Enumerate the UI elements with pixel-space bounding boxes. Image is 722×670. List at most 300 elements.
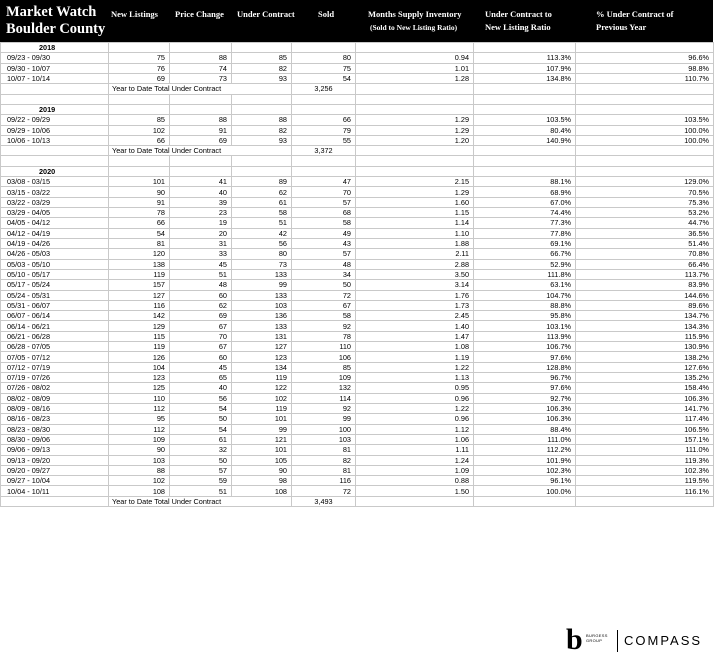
under-contract-cell: 98 <box>232 476 292 486</box>
msi-cell: 0.96 <box>356 414 474 424</box>
compass-logo: COMPASS <box>624 633 703 648</box>
week-cell: 03/29 - 04/05 <box>1 208 109 218</box>
sold-cell: 57 <box>292 249 356 259</box>
title-line-2: Boulder County <box>6 21 106 37</box>
msi-cell: 1.13 <box>356 373 474 383</box>
under-contract-cell: 73 <box>232 259 292 269</box>
table-row <box>1 208 714 218</box>
sold-cell: 116 <box>292 476 356 486</box>
empty-cell <box>1 496 109 506</box>
table-row <box>1 424 714 434</box>
new-listings-cell: 138 <box>109 259 170 269</box>
empty-cell <box>232 94 292 104</box>
msi-cell: 1.29 <box>356 125 474 135</box>
logo-divider <box>617 630 618 652</box>
new-listings-cell: 112 <box>109 403 170 413</box>
msi-cell: 1.09 <box>356 465 474 475</box>
uc-ratio-cell: 103.5% <box>474 115 576 125</box>
pct-uc-cell: 53.2% <box>576 208 714 218</box>
pct-uc-cell: 158.4% <box>576 383 714 393</box>
year-label: 2019 <box>1 104 109 114</box>
ytd-row <box>1 146 714 156</box>
uc-ratio-cell: 113.9% <box>474 331 576 341</box>
header-msi <box>368 8 462 34</box>
table-row <box>1 280 714 290</box>
price-change-cell: 39 <box>170 197 232 207</box>
uc-ratio-cell: 80.4% <box>474 125 576 135</box>
price-change-cell: 40 <box>170 187 232 197</box>
year-label: 2018 <box>1 43 109 53</box>
empty-cell <box>474 94 576 104</box>
sold-cell: 99 <box>292 414 356 424</box>
sold-cell: 70 <box>292 187 356 197</box>
uc-ratio-cell: 128.8% <box>474 362 576 372</box>
ytd-row <box>1 496 714 506</box>
price-change-cell: 48 <box>170 280 232 290</box>
price-change-cell: 57 <box>170 465 232 475</box>
uc-ratio-cell: 67.0% <box>474 197 576 207</box>
week-cell: 08/30 - 09/06 <box>1 434 109 444</box>
uc-ratio-cell: 102.3% <box>474 465 576 475</box>
week-cell: 09/27 - 10/04 <box>1 476 109 486</box>
new-listings-cell: 125 <box>109 383 170 393</box>
msi-cell: 1.47 <box>356 331 474 341</box>
sold-cell: 58 <box>292 218 356 228</box>
sold-cell: 114 <box>292 393 356 403</box>
new-listings-cell: 91 <box>109 197 170 207</box>
new-listings-cell: 110 <box>109 393 170 403</box>
week-cell: 05/17 - 05/24 <box>1 280 109 290</box>
empty-cell <box>576 43 714 53</box>
uc-ratio-cell: 134.8% <box>474 73 576 83</box>
week-cell: 07/19 - 07/26 <box>1 373 109 383</box>
uc-ratio-cell: 74.4% <box>474 208 576 218</box>
msi-cell: 1.28 <box>356 73 474 83</box>
price-change-cell: 54 <box>170 403 232 413</box>
price-change-cell: 32 <box>170 445 232 455</box>
pct-uc-cell: 106.3% <box>576 393 714 403</box>
new-listings-cell: 85 <box>109 115 170 125</box>
table-row <box>1 476 714 486</box>
sold-cell: 100 <box>292 424 356 434</box>
table-row <box>1 300 714 310</box>
price-change-cell: 31 <box>170 238 232 248</box>
burgess-line-2: GROUP <box>586 637 603 643</box>
empty-cell <box>170 156 232 166</box>
new-listings-cell: 109 <box>109 434 170 444</box>
uc-ratio-cell: 111.8% <box>474 269 576 279</box>
new-listings-cell: 157 <box>109 280 170 290</box>
new-listings-cell: 123 <box>109 373 170 383</box>
header-price-change: Price Change <box>175 9 224 19</box>
msi-cell: 1.19 <box>356 352 474 362</box>
week-cell: 08/23 - 08/30 <box>1 424 109 434</box>
pct-uc-cell: 96.6% <box>576 53 714 63</box>
msi-cell: 3.14 <box>356 280 474 290</box>
price-change-cell: 88 <box>170 115 232 125</box>
empty-cell <box>356 166 474 176</box>
uc-ratio-cell: 140.9% <box>474 135 576 145</box>
week-cell: 09/13 - 09/20 <box>1 455 109 465</box>
table-row <box>1 115 714 125</box>
under-contract-cell: 133 <box>232 269 292 279</box>
empty-cell <box>109 104 170 114</box>
under-contract-cell: 82 <box>232 125 292 135</box>
sold-cell: 47 <box>292 177 356 187</box>
table-row <box>1 249 714 259</box>
under-contract-cell: 119 <box>232 373 292 383</box>
week-cell: 08/09 - 08/16 <box>1 403 109 413</box>
price-change-cell: 91 <box>170 125 232 135</box>
new-listings-cell: 69 <box>109 73 170 83</box>
uc-ratio-cell: 106.3% <box>474 403 576 413</box>
table-row <box>1 486 714 496</box>
uc-ratio-cell: 100.0% <box>474 486 576 496</box>
uc-ratio-cell: 97.6% <box>474 383 576 393</box>
pct-uc-cell: 89.6% <box>576 300 714 310</box>
table-row <box>1 342 714 352</box>
under-contract-cell: 101 <box>232 445 292 455</box>
under-contract-cell: 93 <box>232 73 292 83</box>
under-contract-cell: 123 <box>232 352 292 362</box>
msi-cell: 1.11 <box>356 445 474 455</box>
msi-cell: 0.95 <box>356 383 474 393</box>
pct-uc-cell: 110.7% <box>576 73 714 83</box>
empty-cell <box>356 84 474 94</box>
msi-cell: 1.29 <box>356 187 474 197</box>
sold-cell: 103 <box>292 434 356 444</box>
empty-cell <box>474 84 576 94</box>
week-cell: 09/23 - 09/30 <box>1 53 109 63</box>
empty-cell <box>292 43 356 53</box>
pct-uc-cell: 70.8% <box>576 249 714 259</box>
pct-uc-cell: 102.3% <box>576 465 714 475</box>
week-cell: 04/05 - 04/12 <box>1 218 109 228</box>
uc-ratio-cell: 92.7% <box>474 393 576 403</box>
sold-cell: 66 <box>292 115 356 125</box>
table-row <box>1 455 714 465</box>
price-change-cell: 69 <box>170 311 232 321</box>
empty-cell <box>292 156 356 166</box>
table-header <box>0 0 713 42</box>
uc-ratio-cell: 103.1% <box>474 321 576 331</box>
msi-cell: 1.22 <box>356 362 474 372</box>
header-new-listings: New Listings <box>111 9 158 19</box>
sold-cell: 49 <box>292 228 356 238</box>
under-contract-cell: 121 <box>232 434 292 444</box>
under-contract-cell: 136 <box>232 311 292 321</box>
uc-ratio-cell: 77.3% <box>474 218 576 228</box>
msi-cell: 1.40 <box>356 321 474 331</box>
empty-cell <box>170 104 232 114</box>
table-row <box>1 414 714 424</box>
under-contract-cell: 61 <box>232 197 292 207</box>
year-label: 2020 <box>1 166 109 176</box>
price-change-cell: 59 <box>170 476 232 486</box>
pct-uc-cell: 75.3% <box>576 197 714 207</box>
uc-ratio-cell: 111.0% <box>474 434 576 444</box>
under-contract-cell: 99 <box>232 424 292 434</box>
empty-cell <box>292 166 356 176</box>
week-cell: 06/14 - 06/21 <box>1 321 109 331</box>
empty-cell <box>232 43 292 53</box>
table-row <box>1 63 714 73</box>
under-contract-cell: 82 <box>232 63 292 73</box>
week-cell: 04/26 - 05/03 <box>1 249 109 259</box>
new-listings-cell: 78 <box>109 208 170 218</box>
pct-uc-cell: 135.2% <box>576 373 714 383</box>
new-listings-cell: 76 <box>109 63 170 73</box>
table-row <box>1 197 714 207</box>
empty-cell <box>474 156 576 166</box>
new-listings-cell: 126 <box>109 352 170 362</box>
price-change-cell: 33 <box>170 249 232 259</box>
under-contract-cell: 119 <box>232 403 292 413</box>
msi-cell: 1.15 <box>356 208 474 218</box>
sold-cell: 34 <box>292 269 356 279</box>
ytd-value: 3,372 <box>292 146 356 156</box>
pct-uc-cell: 98.8% <box>576 63 714 73</box>
uc-ratio-cell: 88.4% <box>474 424 576 434</box>
msi-cell: 1.88 <box>356 238 474 248</box>
new-listings-cell: 102 <box>109 476 170 486</box>
new-listings-cell: 66 <box>109 218 170 228</box>
week-cell: 09/06 - 09/13 <box>1 445 109 455</box>
under-contract-cell: 133 <box>232 290 292 300</box>
week-cell: 03/15 - 03/22 <box>1 187 109 197</box>
new-listings-cell: 101 <box>109 177 170 187</box>
uc-ratio-cell: 68.9% <box>474 187 576 197</box>
uc-ratio-cell: 96.1% <box>474 476 576 486</box>
empty-cell <box>232 156 292 166</box>
new-listings-cell: 75 <box>109 53 170 63</box>
sold-cell: 85 <box>292 362 356 372</box>
under-contract-cell: 102 <box>232 393 292 403</box>
empty-cell <box>576 94 714 104</box>
year-row <box>1 104 714 114</box>
sold-cell: 80 <box>292 53 356 63</box>
week-cell: 05/31 - 06/07 <box>1 300 109 310</box>
week-cell: 06/28 - 07/05 <box>1 342 109 352</box>
table-row <box>1 135 714 145</box>
empty-cell <box>1 146 109 156</box>
under-contract-cell: 93 <box>232 135 292 145</box>
header-under-contract: Under Contract <box>237 9 295 19</box>
under-contract-cell: 62 <box>232 187 292 197</box>
under-contract-cell: 80 <box>232 249 292 259</box>
pct-uc-cell: 36.5% <box>576 228 714 238</box>
new-listings-cell: 120 <box>109 249 170 259</box>
price-change-cell: 69 <box>170 135 232 145</box>
pct-uc-cell: 117.4% <box>576 414 714 424</box>
table-row <box>1 218 714 228</box>
pct-uc-cell: 119.3% <box>576 455 714 465</box>
burgess-group-logo: b <box>566 623 583 656</box>
spacer-row <box>1 94 714 104</box>
price-change-cell: 54 <box>170 424 232 434</box>
under-contract-cell: 122 <box>232 383 292 393</box>
uc-ratio-cell: 69.1% <box>474 238 576 248</box>
msi-cell: 0.88 <box>356 476 474 486</box>
pct-uc-cell: 66.4% <box>576 259 714 269</box>
week-cell: 05/24 - 05/31 <box>1 290 109 300</box>
week-cell: 07/26 - 08/02 <box>1 383 109 393</box>
ytd-label: Year to Date Total Under Contract <box>109 84 292 94</box>
table-row <box>1 238 714 248</box>
new-listings-cell: 88 <box>109 465 170 475</box>
new-listings-cell: 104 <box>109 362 170 372</box>
table-row <box>1 331 714 341</box>
sold-cell: 57 <box>292 197 356 207</box>
uc-ratio-cell: 101.9% <box>474 455 576 465</box>
new-listings-cell: 95 <box>109 414 170 424</box>
msi-cell: 1.12 <box>356 424 474 434</box>
pct-uc-cell: 103.5% <box>576 115 714 125</box>
under-contract-cell: 90 <box>232 465 292 475</box>
header-uc-ratio-line-1: Under Contract to <box>485 9 552 19</box>
under-contract-cell: 51 <box>232 218 292 228</box>
empty-cell <box>576 166 714 176</box>
year-row <box>1 166 714 176</box>
uc-ratio-cell: 88.8% <box>474 300 576 310</box>
price-change-cell: 50 <box>170 414 232 424</box>
week-cell: 05/10 - 05/17 <box>1 269 109 279</box>
empty-cell <box>576 84 714 94</box>
sold-cell: 72 <box>292 486 356 496</box>
price-change-cell: 61 <box>170 434 232 444</box>
price-change-cell: 45 <box>170 362 232 372</box>
uc-ratio-cell: 88.1% <box>474 177 576 187</box>
footer-logos <box>562 624 712 658</box>
week-cell: 04/19 - 04/26 <box>1 238 109 248</box>
sold-cell: 92 <box>292 403 356 413</box>
empty-cell <box>1 94 109 104</box>
empty-cell <box>576 156 714 166</box>
new-listings-cell: 119 <box>109 269 170 279</box>
empty-cell <box>170 94 232 104</box>
week-cell: 09/29 - 10/06 <box>1 125 109 135</box>
sold-cell: 82 <box>292 455 356 465</box>
under-contract-cell: 89 <box>232 177 292 187</box>
new-listings-cell: 54 <box>109 228 170 238</box>
under-contract-cell: 105 <box>232 455 292 465</box>
week-cell: 06/07 - 06/14 <box>1 311 109 321</box>
msi-cell: 1.22 <box>356 403 474 413</box>
msi-cell: 1.29 <box>356 115 474 125</box>
empty-cell <box>356 156 474 166</box>
header-msi-line-1: Months Supply Inventory <box>368 9 462 19</box>
price-change-cell: 51 <box>170 486 232 496</box>
header-pct-uc-line-1: % Under Contract of <box>596 9 674 19</box>
price-change-cell: 41 <box>170 177 232 187</box>
msi-cell: 3.50 <box>356 269 474 279</box>
pct-uc-cell: 116.1% <box>576 486 714 496</box>
table-row <box>1 362 714 372</box>
header-pct-uc <box>596 8 674 34</box>
msi-cell: 0.96 <box>356 393 474 403</box>
table-row <box>1 393 714 403</box>
uc-ratio-cell: 113.3% <box>474 53 576 63</box>
empty-cell <box>356 496 474 506</box>
msi-cell: 1.73 <box>356 300 474 310</box>
empty-cell <box>109 43 170 53</box>
table-row <box>1 383 714 393</box>
pct-uc-cell: 111.0% <box>576 445 714 455</box>
title-line-1: Market Watch <box>6 4 97 20</box>
under-contract-cell: 58 <box>232 208 292 218</box>
week-cell: 05/03 - 05/10 <box>1 259 109 269</box>
price-change-cell: 88 <box>170 53 232 63</box>
msi-cell: 1.60 <box>356 197 474 207</box>
sold-cell: 58 <box>292 311 356 321</box>
empty-cell <box>576 496 714 506</box>
new-listings-cell: 90 <box>109 187 170 197</box>
pct-uc-cell: 129.0% <box>576 177 714 187</box>
msi-cell: 1.20 <box>356 135 474 145</box>
price-change-cell: 74 <box>170 63 232 73</box>
new-listings-cell: 129 <box>109 321 170 331</box>
sold-cell: 67 <box>292 300 356 310</box>
sold-cell: 92 <box>292 321 356 331</box>
msi-cell: 1.08 <box>356 342 474 352</box>
msi-cell: 0.94 <box>356 53 474 63</box>
new-listings-cell: 66 <box>109 135 170 145</box>
under-contract-cell: 101 <box>232 414 292 424</box>
new-listings-cell: 119 <box>109 342 170 352</box>
msi-cell: 1.24 <box>356 455 474 465</box>
empty-cell <box>356 43 474 53</box>
pct-uc-cell: 115.9% <box>576 331 714 341</box>
sold-cell: 106 <box>292 352 356 362</box>
empty-cell <box>474 104 576 114</box>
new-listings-cell: 102 <box>109 125 170 135</box>
week-cell: 08/16 - 08/23 <box>1 414 109 424</box>
header-pct-uc-line-2: Previous Year <box>596 22 647 32</box>
under-contract-cell: 131 <box>232 331 292 341</box>
uc-ratio-cell: 77.8% <box>474 228 576 238</box>
spacer-row <box>1 156 714 166</box>
under-contract-cell: 133 <box>232 321 292 331</box>
uc-ratio-cell: 63.1% <box>474 280 576 290</box>
empty-cell <box>109 166 170 176</box>
under-contract-cell: 42 <box>232 228 292 238</box>
empty-cell <box>1 156 109 166</box>
price-change-cell: 60 <box>170 290 232 300</box>
empty-cell <box>109 94 170 104</box>
price-change-cell: 56 <box>170 393 232 403</box>
price-change-cell: 67 <box>170 321 232 331</box>
under-contract-cell: 88 <box>232 115 292 125</box>
table-row <box>1 187 714 197</box>
sold-cell: 75 <box>292 63 356 73</box>
table-row <box>1 465 714 475</box>
msi-cell: 1.06 <box>356 434 474 444</box>
pct-uc-cell: 100.0% <box>576 135 714 145</box>
pct-uc-cell: 134.7% <box>576 311 714 321</box>
empty-cell <box>474 166 576 176</box>
table-row <box>1 373 714 383</box>
week-cell: 07/12 - 07/19 <box>1 362 109 372</box>
uc-ratio-cell: 107.9% <box>474 63 576 73</box>
uc-ratio-cell: 95.8% <box>474 311 576 321</box>
msi-cell: 1.10 <box>356 228 474 238</box>
price-change-cell: 45 <box>170 259 232 269</box>
under-contract-cell: 103 <box>232 300 292 310</box>
market-table <box>0 42 714 507</box>
new-listings-cell: 81 <box>109 238 170 248</box>
sold-cell: 79 <box>292 125 356 135</box>
price-change-cell: 60 <box>170 352 232 362</box>
